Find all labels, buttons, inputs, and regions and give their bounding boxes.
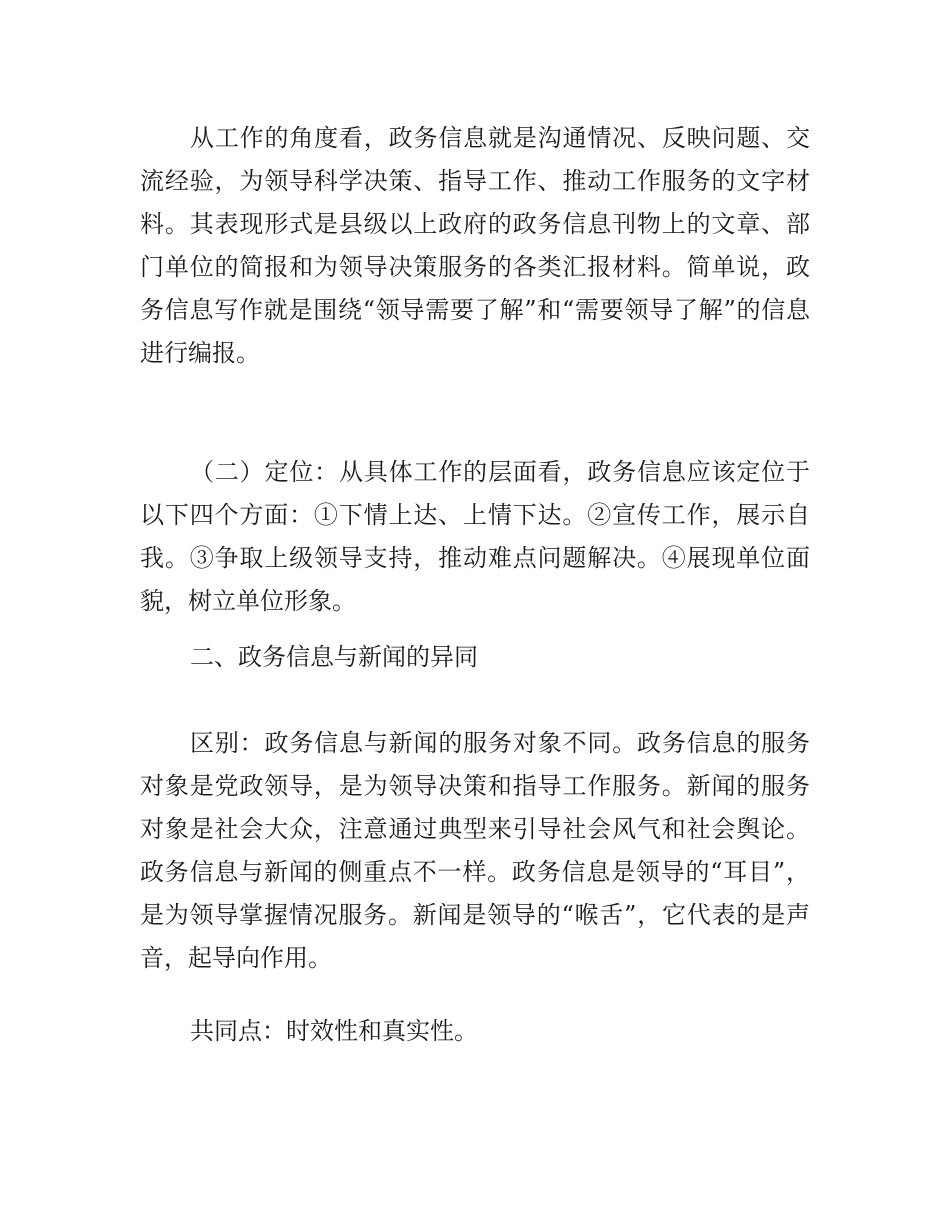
paragraph-definition: 从工作的角度看，政务信息就是沟通情况、反映问题、交流经验，为领导科学决策、指导工作、推动工作服务的文字材料。其表现形式是县级以上政府的政务信息刊物上的文章、部门单位的简报和为领导决策服务的各类汇报材料。简单说，政务信息写作就是围绕“领导需要了解”和“需要领导了解”的信息进行编报。 — [140, 124, 810, 367]
paragraph-differences: 区别：政务信息与新闻的服务对象不同。政务信息的服务对象是党政领导，是为领导决策和指导工作服务。新闻的服务对象是社会大众，注意通过典型来引导社会风气和社会舆论。政务信息与新闻的侧重点不一样。政务信息是领导的“耳目”，是为领导掌握情况服务。新闻是领导的“喉舌”，它代表的是声音，起导向作用。 — [140, 729, 810, 972]
paragraph-similarities: 共同点：时效性和真实性。 — [190, 1017, 478, 1045]
section-heading: 二、政务信息与新闻的异同 — [190, 643, 478, 671]
paragraph-positioning: （二）定位：从具体工作的层面看，政务信息应该定位于以下四个方面：①下情上达、上情下达。②宣传工作，展示自我。③争取上级领导支持，推动难点问题解决。④展现单位面貌，树立单位形象。 — [140, 458, 810, 615]
